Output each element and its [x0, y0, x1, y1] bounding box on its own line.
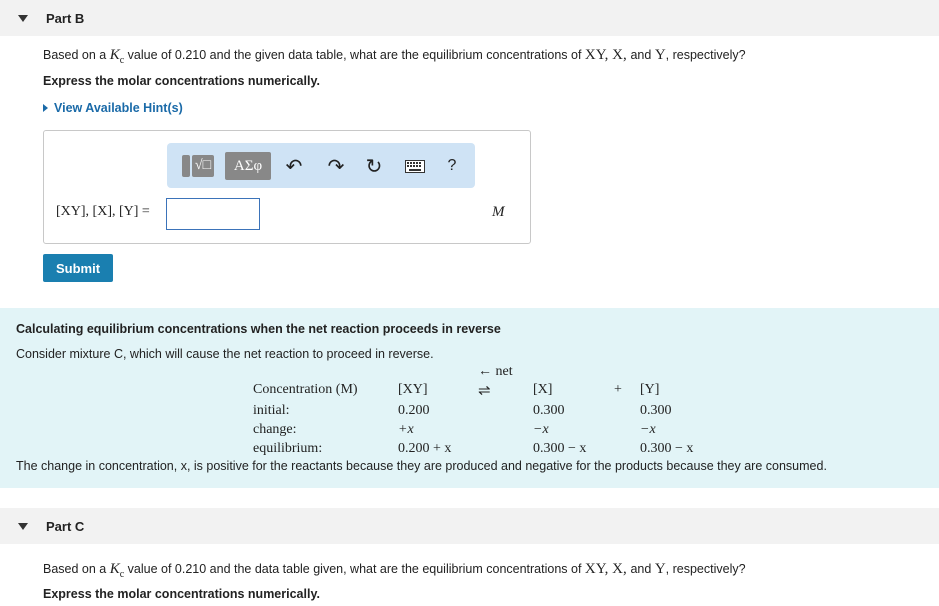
species-xy: [XY] [398, 382, 428, 397]
answer-label: [XY], [X], [Y] = [56, 204, 150, 219]
equilibrium-xy: 0.200 + x [398, 441, 452, 456]
undo-icon[interactable]: ↶ [285, 155, 303, 178]
keyboard-icon[interactable] [403, 152, 427, 180]
change-y: −x [640, 422, 656, 437]
redo-icon[interactable]: ↷ [327, 155, 345, 178]
collapse-triangle-icon[interactable] [18, 15, 28, 22]
initial-x: 0.300 [533, 403, 565, 418]
answer-box [43, 130, 531, 244]
part-b-title: Part B [46, 10, 85, 26]
feedback-note: The change in concentration, x, is positive for the reactants because they are produced and negative for the products because they are consumed. [16, 459, 827, 473]
row-label-initial: initial: [253, 403, 290, 418]
math-toolbar [167, 143, 475, 188]
unit-label: M [492, 204, 505, 220]
help-icon[interactable]: ? [447, 157, 457, 174]
species-y: [Y] [640, 382, 660, 397]
change-x: −x [533, 422, 549, 437]
feedback-panel [0, 308, 939, 488]
part-c-question: Based on a $K_c$ value of 0.210 and the data table given, what are the equilibrium concentrations of XY, X, and Y, respectively? [43, 561, 746, 580]
part-c-title: Part C [46, 518, 85, 534]
feedback-title: Calculating equilibrium concentrations when the net reaction proceeds in reverse [16, 322, 501, 336]
greek-symbols-button[interactable]: ΑΣφ [225, 152, 271, 180]
concentration-header: Concentration (M) [253, 382, 358, 397]
equilibrium-y: 0.300 − x [640, 441, 694, 456]
equilibrium-arrow-icon: ⇌ [478, 383, 491, 399]
reset-icon[interactable]: ↻ [365, 155, 383, 178]
collapse-triangle-icon[interactable] [18, 523, 28, 530]
part-c-instruction: Express the molar concentrations numerically. [43, 587, 320, 601]
caret-right-icon [43, 104, 48, 112]
plus-sign: + [614, 382, 622, 397]
feedback-intro: Consider mixture C, which will cause the net reaction to proceed in reverse. [16, 347, 434, 361]
part-b-header[interactable] [0, 0, 939, 36]
net-arrow-label: ← net [478, 364, 513, 379]
sqrt-template-icon: √□ [192, 155, 214, 177]
answer-input[interactable] [166, 198, 260, 230]
submit-button[interactable]: Submit [43, 254, 113, 282]
initial-y: 0.300 [640, 403, 672, 418]
view-hints-link[interactable]: View Available Hint(s) [43, 101, 183, 115]
templates-button[interactable] [175, 152, 221, 180]
row-label-change: change: [253, 422, 297, 437]
row-label-equilibrium: equilibrium: [253, 441, 323, 456]
part-b-question: Based on a $K_c$ value of 0.210 and the given data table, what are the equilibrium concentrations of XY, X, and Y, respectively? [43, 47, 746, 66]
change-xy: +x [398, 422, 414, 437]
part-c-header[interactable] [0, 508, 939, 544]
species-x: [X] [533, 382, 553, 397]
initial-xy: 0.200 [398, 403, 430, 418]
part-b-instruction: Express the molar concentrations numerically. [43, 74, 320, 88]
equilibrium-x: 0.300 − x [533, 441, 587, 456]
